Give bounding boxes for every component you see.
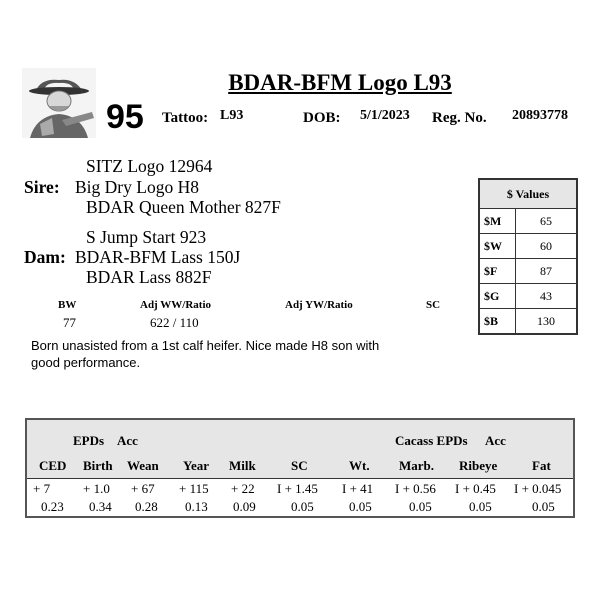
dam-label: Dam: — [24, 247, 66, 267]
epd-table — [25, 418, 575, 518]
epd-acc: 0.23 — [41, 499, 64, 514]
epd-col-header: Wt. — [349, 458, 370, 473]
svalues-header: $ Values — [479, 179, 577, 209]
epds-group-label: EPDs — [73, 433, 105, 448]
epd-col-header: Ribeye — [459, 458, 498, 473]
epd-acc: 0.05 — [469, 499, 492, 514]
svalues-table — [478, 178, 578, 335]
svalue-key: $F — [479, 259, 516, 284]
epd-acc: 0.09 — [233, 499, 256, 514]
dob-label: DOB: — [303, 110, 341, 126]
sire-name: Big Dry Logo H8 — [75, 177, 199, 197]
dam-dam: BDAR Lass 882F — [86, 267, 212, 287]
sire-sire: SITZ Logo 12964 — [86, 156, 213, 176]
reg-value: 20893778 — [512, 108, 568, 123]
carcass-acc-label: Acc — [485, 433, 506, 448]
tattoo-value: L93 — [220, 108, 244, 123]
sire-dam: BDAR Queen Mother 827F — [86, 197, 281, 217]
svalue-value: 87 — [516, 259, 578, 284]
epd-value: + 1.0 — [83, 481, 110, 496]
animal-name: BDAR-BFM Logo L93 — [228, 70, 452, 95]
bw-value: 77 — [63, 315, 76, 330]
epd-value: I + 1.45 — [277, 481, 318, 496]
lot-number: 95 — [106, 98, 144, 136]
epd-acc: 0.05 — [532, 499, 555, 514]
epd-value: I + 41 — [342, 481, 374, 496]
epd-divider — [27, 478, 573, 479]
epd-col-header: Fat — [532, 458, 551, 473]
epd-col-header: Birth — [83, 458, 113, 473]
epd-acc: 0.05 — [291, 499, 314, 514]
epd-acc: 0.05 — [349, 499, 372, 514]
adjww-label: Adj WW/Ratio — [140, 299, 211, 311]
svalue-value: 130 — [516, 309, 578, 335]
epd-col-header: Wean — [127, 458, 159, 473]
table-row — [479, 284, 577, 309]
epd-acc: 0.34 — [89, 499, 112, 514]
table-row — [479, 259, 577, 284]
bw-label: BW — [58, 299, 77, 311]
adjww-value: 622 / 110 — [150, 315, 199, 330]
epd-value: I + 0.045 — [514, 481, 562, 496]
epd-col-header: Marb. — [399, 458, 435, 473]
epd-col-header: Milk — [229, 458, 256, 473]
epd-col-header: Year — [183, 458, 209, 473]
sc-label: SC — [426, 299, 441, 311]
svalue-key: $W — [479, 234, 516, 259]
dam-name: BDAR-BFM Lass 150J — [75, 247, 241, 267]
svalue-key: $B — [479, 309, 516, 335]
table-row — [479, 309, 577, 335]
epd-value: I + 0.56 — [395, 481, 436, 496]
epd-value: + 115 — [179, 481, 209, 496]
svalue-value: 60 — [516, 234, 578, 259]
table-row — [479, 209, 577, 234]
epd-col-header: CED — [39, 458, 67, 473]
dob-value: 5/1/2023 — [360, 108, 410, 123]
carcass-epds-group-label: Cacass EPDs — [395, 433, 468, 448]
epd-value: I + 0.45 — [455, 481, 496, 496]
epd-value: + 22 — [231, 481, 255, 496]
comment-text: Born unasisted from a 1st calf heifer. Nice made H8 son with good performance. — [31, 338, 380, 370]
epd-acc: 0.13 — [185, 499, 208, 514]
tattoo-label: Tattoo: — [162, 110, 209, 126]
epd-col-header: SC — [291, 458, 308, 473]
epd-acc: 0.28 — [135, 499, 158, 514]
svalue-key: $G — [479, 284, 516, 309]
reg-label: Reg. No. — [432, 110, 487, 126]
epds-acc-label: Acc — [117, 433, 138, 448]
svalue-value: 43 — [516, 284, 578, 309]
svalue-key: $M — [479, 209, 516, 234]
adjyw-label: Adj YW/Ratio — [285, 299, 353, 311]
svalue-value: 65 — [516, 209, 578, 234]
sire-label: Sire: — [24, 177, 60, 197]
table-row — [479, 234, 577, 259]
dam-sire: S Jump Start 923 — [86, 227, 207, 247]
epd-acc: 0.05 — [409, 499, 432, 514]
epd-value: + 67 — [131, 481, 155, 496]
epd-value: + 7 — [33, 481, 51, 496]
